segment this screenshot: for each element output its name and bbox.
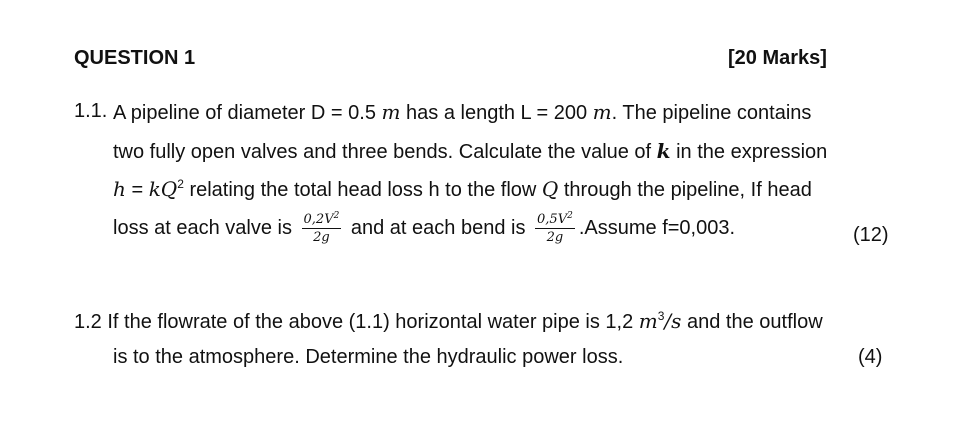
- q1-1-line-2: [113, 139, 827, 164]
- exponent: 3: [657, 309, 665, 323]
- equals-sign: =: [125, 179, 149, 201]
- unit-per-s: /s: [664, 309, 682, 333]
- fraction-denominator: 2g: [546, 230, 564, 245]
- q1-1-line-2-text-b: in the expression: [670, 141, 828, 163]
- q1-1-number: 1.1.: [74, 100, 108, 122]
- exponent: 2: [177, 177, 184, 191]
- unit-m: m: [592, 100, 612, 124]
- q1-1-line-3-text-b: through the pipeline, If head: [558, 179, 812, 201]
- q1-1-line-4-text-a: loss at each valve is: [113, 216, 298, 239]
- unit-m: m: [638, 309, 658, 333]
- symbol-k: k: [656, 139, 671, 163]
- q1-2-line-1-text-b: and the outflow: [681, 311, 823, 333]
- q1-1-line-1-text-c: . The pipeline contains: [611, 102, 812, 124]
- q1-1-line-4: [113, 212, 735, 245]
- q1-1-line-1-text-a: A pipeline of diameter D = 0.5: [113, 102, 382, 124]
- q1-1-line-3-text-a: relating the total head loss h to the flow: [183, 179, 542, 201]
- fraction-valve-loss: [302, 212, 342, 245]
- q1-2-line-2: is to the atmosphere. Determine the hydraulic power loss.: [113, 346, 624, 368]
- exponent: 2: [333, 211, 340, 221]
- fraction-bend-loss: [535, 212, 575, 245]
- symbol-kq: kQ: [148, 177, 178, 201]
- q1-1-line-1: [113, 100, 811, 125]
- fraction-denominator: 2g: [313, 230, 330, 245]
- unit-m: m: [381, 100, 401, 124]
- q1-1-line-2-text-a: two fully open valves and three bends. Calculate the value of: [113, 141, 657, 163]
- question-title: QUESTION 1: [74, 47, 196, 69]
- q1-1-line-1-text-b: has a length L = 200: [400, 102, 593, 124]
- question-total-marks: [20 Marks]: [728, 47, 827, 69]
- symbol-h: h: [113, 177, 126, 201]
- q1-2-marks: (4): [858, 346, 883, 368]
- q1-1-line-3: [113, 177, 812, 202]
- q1-1-line-4-text-c: .Assume f=0,003.: [578, 216, 736, 239]
- fraction-numerator: 0,5V: [537, 212, 568, 227]
- exponent: 2: [567, 211, 573, 221]
- q1-2-line-1-text-a: 1.2 If the flowrate of the above (1.1) horizontal water pipe is 1,2: [74, 311, 639, 333]
- fraction-numerator: 0,2V: [303, 212, 334, 227]
- q1-1-marks: (12): [853, 224, 889, 246]
- q1-1-line-4-text-b: and at each bend is: [345, 216, 532, 239]
- q1-2-line-1: [74, 309, 823, 334]
- symbol-q: Q: [541, 177, 559, 201]
